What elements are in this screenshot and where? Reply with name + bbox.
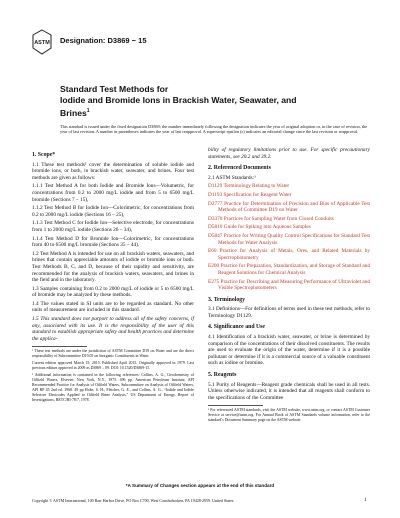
right-column [208,147,370,425]
footnote-divider [208,405,263,406]
standard-link[interactable]: D5847 Practice for Writing Quality Control Specifications for Standard Test Methods for Water Analysis [208,232,370,246]
title-line-3: Brines$^1$ [60,107,90,118]
issuance-notice: This standard is issued under the fixed designation D3869; the number immediately following the designation indicates the year of original adoption or, in the case of revision, the year of last revision. A number in parentheses indicates the year of last reapproval. A superscript epsilon (ε) indicates an editorial change since the last revision or reapproval. [60,124,368,135]
paragraph-1-1-3: 1.1.3 Test Method C for Iodide Ion—Selective electrode, for concentrations from 1 to 2000 mg/L iodide (Sections 26 – 34), [32,220,194,233]
footnote-divider [32,346,87,347]
paragraph-1-4: 1.4 The values stated in SI units are to be regarded as standard. No other units of measurement are included in this standard. [32,300,194,314]
standard-link[interactable]: D1129 Terminology Relating to Water [208,183,290,190]
designation: Designation: D3869 − 15 [60,36,147,45]
paragraph-1-5: 1.5 This standard does not purport to address all of the safety concerns, if any, associated with its use. It is the responsibility of the user of this standard to establish appropriate safety and health practices and determine the applica- [32,316,194,342]
footnote-1: ¹ These test methods are under the jurisdiction of ASTM Committee D19 on Water and are the direct responsibility of Subcommittee D19.05 on Inorganic Constituents in Water. [32,349,194,359]
standard-link[interactable]: D5810 Guide for Spiking into Aqueous Samples [208,224,311,231]
left-column [32,147,194,405]
footnote-2: ² Additional information is contained in the following references: Collins, A. G., Geochemistry of Oilfield Waters, Elsevier, New York, N.Y., 1975. 496 pp. American Petroleum Institute, API Recommended Practice for Analysis of Oilfield Waters, Subcommittee on Analysis of Oilfield Waters, API RP 45 2nd ed. 1968. 49 pp Hoke, S. H., Fletcher, G. E., and Collins, A. G., “Iodide and Iodide Selective Electrodes Applied to Oilfield Brine Analysis,” US Department of Energy, Report of Investigations, BETC/RI-78/7, 1978. [32,373,194,402]
paragraph-4-1: 4.1 Identification of a brackish water, seawater, or brine is determined by comparison of the concentrations of their dissolved constituents. The results are used to evaluate the origin of the water, determine if it is a possible pollutant or determine if it is a commercial source of a valuable constituent such as iodine or bromine. [208,334,370,367]
document-title [60,84,370,119]
page-number: 1 [364,498,367,503]
section-5-heading: 5. Reagents [208,372,237,379]
paragraph-1-1-4: 1.1.4 Test Method D for Bromide Ion—Colorimetric, for concentrations from 40 to 6500 mg/L bromide (Sections 35 – 44). [32,235,194,249]
standard-link[interactable]: D3370 Practices for Sampling Water from Closed Conduits [208,215,334,222]
standard-link[interactable]: E275 Practice for Describing and Measuring Performance of Ultraviolet and Visible Spectrophotometers [208,278,370,292]
paragraph-3-1: 3.1 Definitions—For definitions of terms used in these test methods, refer to Terminology D1129. [208,306,370,319]
standard-link[interactable]: D2777 Practice for Determination of Precision and Bias of Applicable Test Methods of Committee D19 on Water [208,200,370,214]
section-4-heading: 4. Significance and Use [208,324,266,331]
section-3-heading: 3. Terminology [208,296,246,303]
paragraph-1-1-2: 1.1.2 Test Method B for Iodide Ion—Colorimetric, for concentrations from 0.2 to 2000 mg/L iodide (Sections 16 – 25), [32,205,194,218]
astm-logo-icon [32,29,52,55]
section-1-heading: 1. Scope* [32,152,56,158]
copyright: Copyright © ASTM International, 100 Barr Harbor Drive, PO Box C700, West Conshohocken, PA 19428-2959. United States [32,498,234,503]
paragraph-2-1: 2.1 ASTM Standards:³ [208,174,256,181]
paragraph-1-1-1: 1.1.1 Test Method A for both Iodide and Bromide Ions—Volumetric, for concentrations from 0.2 to 2000 mg/L iodide and from 5 to 6500 mg/L bromide (Sections 7 – 15), [32,183,194,203]
paragraph-1-2: 1.2 Test Method A is intended for use on all brackish waters, seawaters, and brines that contain appreciable amounts of iodide or bromide ions or both. Test Methods B, C, and D, because of their rapidity and sensitivity, are recommended for the analysis of brackish waters, seawaters, and brines in the field and in the laboratory. [32,250,194,284]
paragraph-1-3: 1.3 Samples containing from 0.2 to 2000 mg/L of iodide or 5 to 6500 mg/L of bromide may be analyzed by these methods. [32,285,194,299]
standard-link[interactable]: E60 Practice for Analysis of Metals, Ores, and Related Materials by Spectrophotometry [208,248,370,261]
standards-list [208,183,370,291]
paragraph-5-1: 5.1 Purity of Reagents—Reagent grade chemicals shall be used in all tests. Unless otherwise indicated, it is intended that all reagents shall conform to the specifications of the Committee [208,381,370,401]
title-line-1: Standard Test Methods for [60,84,169,94]
paragraph-1-5-cont: bility of regulatory limitations prior to use. For specific precautionary statements, see 20.2 and 39.2. [208,147,370,160]
footnote-3: ³ For referenced ASTM standards, visit the ASTM website, www.astm.org, or contact ASTM Customer Service at service@astm.org. For Annual Book of ASTM Standards volume information, refer to the standard’s Document Summary page on the ASTM website. [208,408,370,423]
footnote-1-edition: Current edition approved March 15, 2015. Published April 2015. Originally approved in 1979. Last previous edition approved in 2009 as D3869 – 09. DOI: 10.1520/D3869-15. [32,361,194,371]
standard-link[interactable]: E200 Practice for Preparation, Standardization, and Storage of Standard and Reagent Solutions for Chemical Analysis [208,263,370,276]
svg-text:ASTM: ASTM [34,40,50,46]
paragraph-1-1: 1.1 These test methods² cover the determination of soluble iodide and bromide ions, or both, in brackish water, seawater, and brines. Four test methods are given as follows: [32,161,194,181]
summary-of-changes-note: *A Summary of Changes section appears at the end of this standard [125,483,275,488]
standard-link[interactable]: D1193 Specification for Reagent Water [208,191,292,198]
title-line-2: Iodide and Bromide Ions in Brackish Water, Seawater, and [60,95,297,105]
section-2-heading: 2. Referenced Documents [208,165,271,172]
